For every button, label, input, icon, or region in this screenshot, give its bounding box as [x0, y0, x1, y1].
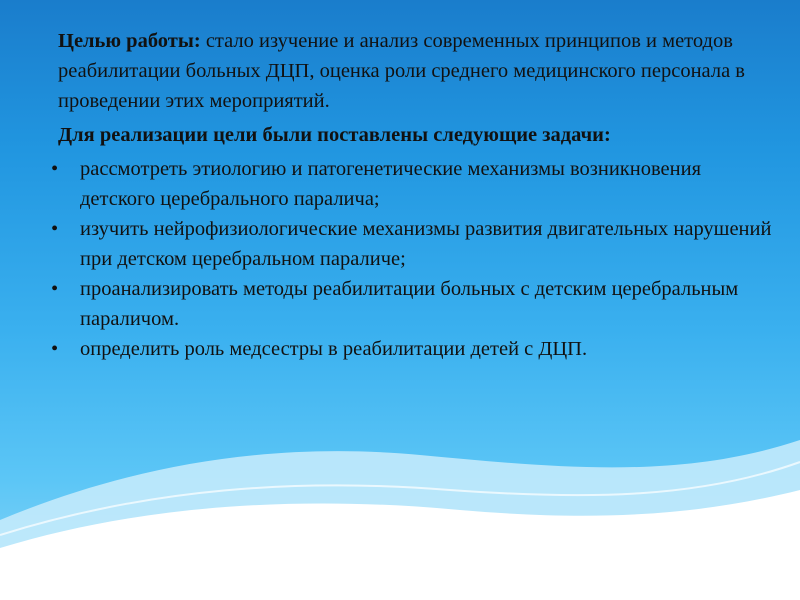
- tasks-list: [51, 154, 778, 364]
- list-item: [51, 214, 778, 274]
- list-item: [51, 154, 778, 214]
- task-text: определить роль медсестры в реабилитации детей с ДЦП.: [80, 338, 588, 360]
- bullet-icon: •: [51, 338, 59, 360]
- task-text: изучить нейрофизиологические механизмы развития двигательных нарушений при детском церебральном параличе;: [80, 218, 772, 270]
- tasks-heading: Для реализации цели были поставлены следующие задачи:: [58, 124, 611, 146]
- bullet-icon: •: [51, 158, 59, 180]
- goal-paragraph: [58, 26, 778, 116]
- bullet-icon: •: [51, 278, 59, 300]
- task-text: проанализировать методы реабилитации больных с детским церебральным параличом.: [80, 278, 739, 330]
- goal-text: стало изучение и анализ современных принципов и методов реабилитации больных ДЦП, оценка роли среднего медицинского персонала в проведении этих мероприятий.: [58, 30, 745, 112]
- task-text: рассмотреть этиологию и патогенетические механизмы возникновения детского церебрального паралича;: [80, 158, 702, 210]
- slide-content: [51, 26, 778, 364]
- list-item: [51, 274, 778, 334]
- goal-lead: Целью работы:: [58, 30, 201, 52]
- bullet-icon: •: [51, 218, 59, 240]
- list-item: [51, 334, 778, 364]
